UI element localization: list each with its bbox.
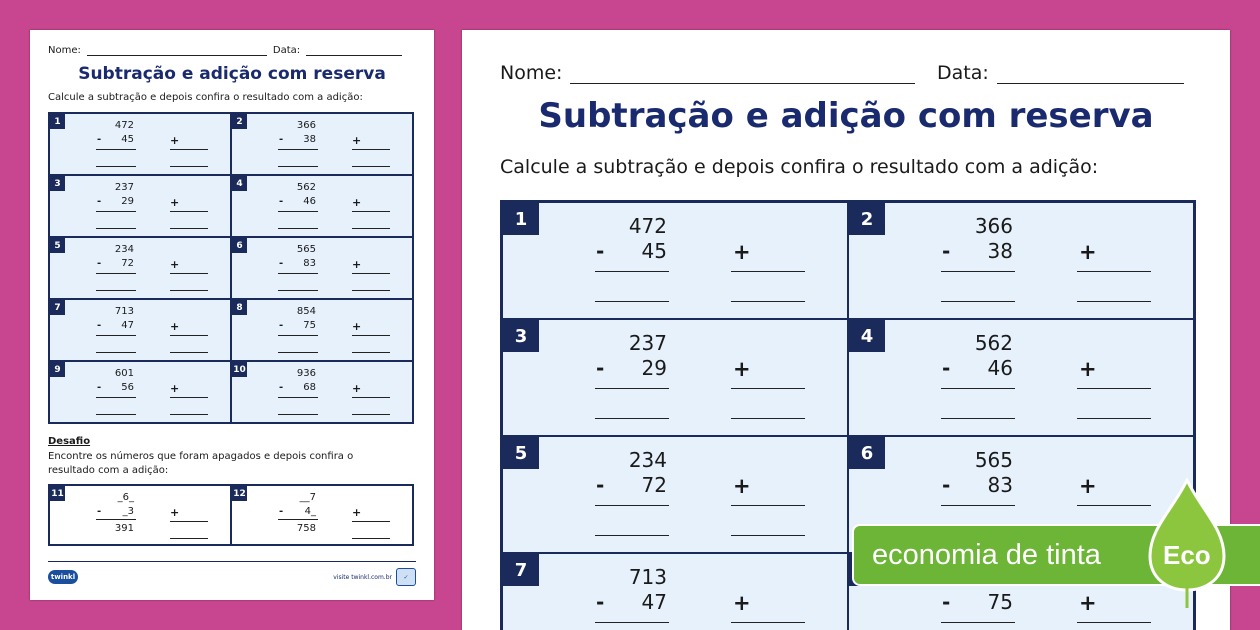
problem-cell — [49, 175, 231, 237]
minus-sign: - — [279, 382, 284, 393]
subtrahend: 45 — [641, 239, 667, 263]
answer-line — [96, 414, 136, 415]
minus-sign: - — [942, 590, 951, 614]
minus-sign: - — [97, 382, 102, 393]
answer-line — [595, 622, 669, 623]
minuend: 562 — [974, 331, 1013, 355]
footer — [48, 561, 416, 586]
subtrahend: 75 — [987, 590, 1013, 614]
challenge-title: Desafio — [48, 436, 91, 447]
minuend: 601 — [114, 368, 134, 379]
check-line — [1077, 388, 1151, 389]
problem-number: 4 — [232, 176, 247, 191]
problem-number: 11 — [50, 486, 65, 501]
name-date-row — [500, 58, 1192, 84]
check-line — [731, 622, 805, 623]
answer-line — [96, 149, 136, 150]
problem-cell — [231, 113, 413, 175]
check-line — [170, 538, 208, 539]
check-line — [1077, 505, 1151, 506]
answer-line — [278, 290, 318, 291]
check-line — [1077, 271, 1151, 272]
problem-number: 1 — [503, 203, 539, 235]
answer-line — [278, 211, 318, 212]
plus-sign: + — [733, 591, 751, 615]
check-line — [170, 273, 208, 274]
check-line — [731, 388, 805, 389]
minus-sign: - — [97, 258, 102, 269]
answer-line — [96, 397, 136, 398]
check-line — [1077, 301, 1151, 302]
minuend: 565 — [296, 244, 316, 255]
check-line — [170, 352, 208, 353]
answer-line — [278, 352, 318, 353]
subtrahend: 29 — [121, 196, 134, 207]
check-line — [352, 414, 390, 415]
check-line — [1077, 418, 1151, 419]
problem-cell — [49, 113, 231, 175]
plus-sign: + — [170, 506, 180, 519]
result: 758 — [296, 523, 316, 534]
eco-banner-text: economia de tinta — [872, 538, 1101, 571]
check-line — [170, 166, 208, 167]
minuend: 854 — [296, 306, 316, 317]
minus-sign: - — [279, 258, 284, 269]
worksheet-thumbnail — [30, 30, 434, 600]
worksheet-title: Subtração e adição com reserva — [538, 96, 1154, 136]
minuend: 565 — [974, 448, 1013, 472]
worksheet-title: Subtração e adição com reserva — [78, 64, 386, 84]
answer-line — [278, 414, 318, 415]
minus-sign: - — [279, 134, 284, 145]
minus-sign: - — [596, 356, 605, 380]
challenge-cell — [231, 485, 413, 545]
answer-line — [595, 505, 669, 506]
subtrahend: 68 — [303, 382, 316, 393]
answer-line — [96, 519, 136, 520]
subtrahend: 72 — [641, 473, 667, 497]
problem-cell — [231, 299, 413, 361]
check-line — [352, 335, 390, 336]
answer-line — [278, 519, 318, 520]
answer-line — [278, 335, 318, 336]
problem-cell — [502, 319, 848, 436]
check-line — [731, 535, 805, 536]
check-line — [352, 538, 390, 539]
date-line — [306, 46, 402, 56]
minuend: 234 — [628, 448, 667, 472]
challenge-cell — [49, 485, 231, 545]
subtrahend: 56 — [121, 382, 134, 393]
check-line — [170, 397, 208, 398]
minuend: 936 — [296, 368, 316, 379]
answer-line — [96, 166, 136, 167]
problem-cell — [231, 361, 413, 423]
answer-line — [595, 418, 669, 419]
answer-line — [278, 228, 318, 229]
problem-number: 12 — [232, 486, 247, 501]
plus-sign: + — [170, 382, 180, 395]
minuend: 237 — [628, 331, 667, 355]
subtrahend: 83 — [987, 473, 1013, 497]
problem-number: 8 — [232, 300, 247, 315]
check-line — [352, 352, 390, 353]
minus-sign: - — [97, 506, 102, 517]
check-line — [352, 290, 390, 291]
minus-sign: - — [279, 196, 284, 207]
subtrahend: 47 — [641, 590, 667, 614]
date-label: Data: — [937, 62, 989, 84]
minus-sign: - — [942, 239, 951, 263]
problem-grid — [48, 112, 414, 424]
subtrahend: 83 — [303, 258, 316, 269]
plus-sign: + — [170, 258, 180, 271]
minus-sign: - — [97, 320, 102, 331]
problem-cell — [502, 202, 848, 319]
check-line — [170, 228, 208, 229]
plus-sign: + — [733, 357, 751, 381]
footer-url: visite twinkl.com.br — [333, 573, 392, 581]
problem-number: 2 — [849, 203, 885, 235]
plus-sign: + — [1079, 357, 1097, 381]
answer-line — [278, 397, 318, 398]
answer-line — [941, 301, 1015, 302]
problem-number: 7 — [503, 554, 539, 586]
minus-sign: - — [596, 473, 605, 497]
minuend: 713 — [628, 565, 667, 589]
twinkl-logo: twinkl — [48, 570, 78, 584]
problem-number: 2 — [232, 114, 247, 129]
check-line — [731, 301, 805, 302]
plus-sign: + — [1079, 474, 1097, 498]
plus-sign: + — [1079, 240, 1097, 264]
plus-sign: + — [352, 506, 362, 519]
minuend: _6_ — [117, 492, 134, 503]
subtrahend: 46 — [987, 356, 1013, 380]
answer-line — [96, 290, 136, 291]
check-line — [170, 290, 208, 291]
minuend: 366 — [296, 120, 316, 131]
subtrahend: 4_ — [304, 506, 316, 517]
problem-number: 5 — [50, 238, 65, 253]
plus-sign: + — [733, 240, 751, 264]
date-label: Data: — [272, 45, 301, 56]
minus-sign: - — [279, 320, 284, 331]
answer-line — [595, 535, 669, 536]
answer-line — [96, 273, 136, 274]
minus-sign: - — [596, 239, 605, 263]
check-line — [352, 166, 390, 167]
check-line — [352, 397, 390, 398]
problem-number: 4 — [849, 320, 885, 352]
answer-line — [278, 166, 318, 167]
name-label: Nome: — [48, 45, 81, 56]
answer-line — [595, 271, 669, 272]
quality-badge-icon: ✓ — [396, 568, 416, 586]
problem-cell — [231, 175, 413, 237]
problem-number: 1 — [50, 114, 65, 129]
check-line — [731, 418, 805, 419]
answer-line — [96, 211, 136, 212]
minuend: 366 — [974, 214, 1013, 238]
check-line — [352, 211, 390, 212]
subtrahend: 29 — [641, 356, 667, 380]
result: 391 — [114, 523, 134, 534]
minuend: 472 — [628, 214, 667, 238]
problem-cell — [231, 237, 413, 299]
problem-cell — [49, 361, 231, 423]
plus-sign: + — [352, 196, 362, 209]
date-line — [997, 66, 1184, 84]
plus-sign: + — [170, 320, 180, 333]
answer-line — [96, 352, 136, 353]
minus-sign: - — [596, 590, 605, 614]
name-line — [87, 46, 267, 56]
problem-number: 10 — [232, 362, 247, 377]
minuend: 562 — [296, 182, 316, 193]
subtrahend: 38 — [987, 239, 1013, 263]
problem-cell — [502, 553, 848, 630]
answer-line — [278, 273, 318, 274]
check-line — [352, 273, 390, 274]
subtrahend: _3 — [122, 506, 134, 517]
instruction-text: Calcule a subtração e depois confira o resultado com a adição: — [48, 92, 363, 103]
problem-cell — [848, 202, 1194, 319]
problem-cell — [848, 319, 1194, 436]
name-date-row — [48, 42, 416, 56]
check-line — [352, 228, 390, 229]
answer-line — [941, 271, 1015, 272]
plus-sign: + — [352, 320, 362, 333]
name-line — [570, 66, 915, 84]
answer-line — [595, 388, 669, 389]
check-line — [352, 149, 390, 150]
problem-cell — [502, 436, 848, 553]
subtrahend: 72 — [121, 258, 134, 269]
minuend: 237 — [114, 182, 134, 193]
name-label: Nome: — [500, 62, 563, 84]
problem-number: 5 — [503, 437, 539, 469]
challenge-grid — [48, 484, 414, 546]
subtrahend: 47 — [121, 320, 134, 331]
plus-sign: + — [352, 258, 362, 271]
answer-line — [96, 335, 136, 336]
plus-sign: + — [352, 134, 362, 147]
check-line — [170, 149, 208, 150]
eco-badge-label: Eco — [1163, 540, 1211, 570]
check-line — [1077, 622, 1151, 623]
check-line — [731, 271, 805, 272]
check-line — [352, 521, 390, 522]
minus-sign: - — [97, 134, 102, 145]
problem-number: 6 — [849, 437, 885, 469]
instruction-text: Calcule a subtração e depois confira o resultado com a adição: — [500, 156, 1099, 178]
answer-line — [941, 388, 1015, 389]
plus-sign: + — [1079, 591, 1097, 615]
minuend: __7 — [299, 492, 316, 503]
check-line — [170, 211, 208, 212]
minuend: 234 — [114, 244, 134, 255]
answer-line — [278, 149, 318, 150]
plus-sign: + — [352, 382, 362, 395]
problem-number: 3 — [503, 320, 539, 352]
check-line — [170, 414, 208, 415]
minus-sign: - — [942, 473, 951, 497]
problem-cell — [49, 299, 231, 361]
problem-number: 9 — [50, 362, 65, 377]
minus-sign: - — [279, 506, 284, 517]
answer-line — [941, 418, 1015, 419]
subtrahend: 45 — [121, 134, 134, 145]
answer-line — [941, 505, 1015, 506]
minuend: 472 — [114, 120, 134, 131]
minuend: 713 — [114, 306, 134, 317]
check-line — [731, 505, 805, 506]
subtrahend: 75 — [303, 320, 316, 331]
challenge-text: Encontre os números que foram apagados e depois confira o resultado com a adição: — [48, 451, 354, 476]
plus-sign: + — [733, 474, 751, 498]
answer-line — [595, 301, 669, 302]
check-line — [170, 335, 208, 336]
answer-line — [96, 228, 136, 229]
plus-sign: + — [170, 134, 180, 147]
subtrahend: 46 — [303, 196, 316, 207]
problem-number: 7 — [50, 300, 65, 315]
minus-sign: - — [942, 356, 951, 380]
minus-sign: - — [97, 196, 102, 207]
problem-number: 6 — [232, 238, 247, 253]
check-line — [170, 521, 208, 522]
answer-line — [941, 622, 1015, 623]
problem-number: 3 — [50, 176, 65, 191]
problem-cell — [49, 237, 231, 299]
subtrahend: 38 — [303, 134, 316, 145]
plus-sign: + — [170, 196, 180, 209]
